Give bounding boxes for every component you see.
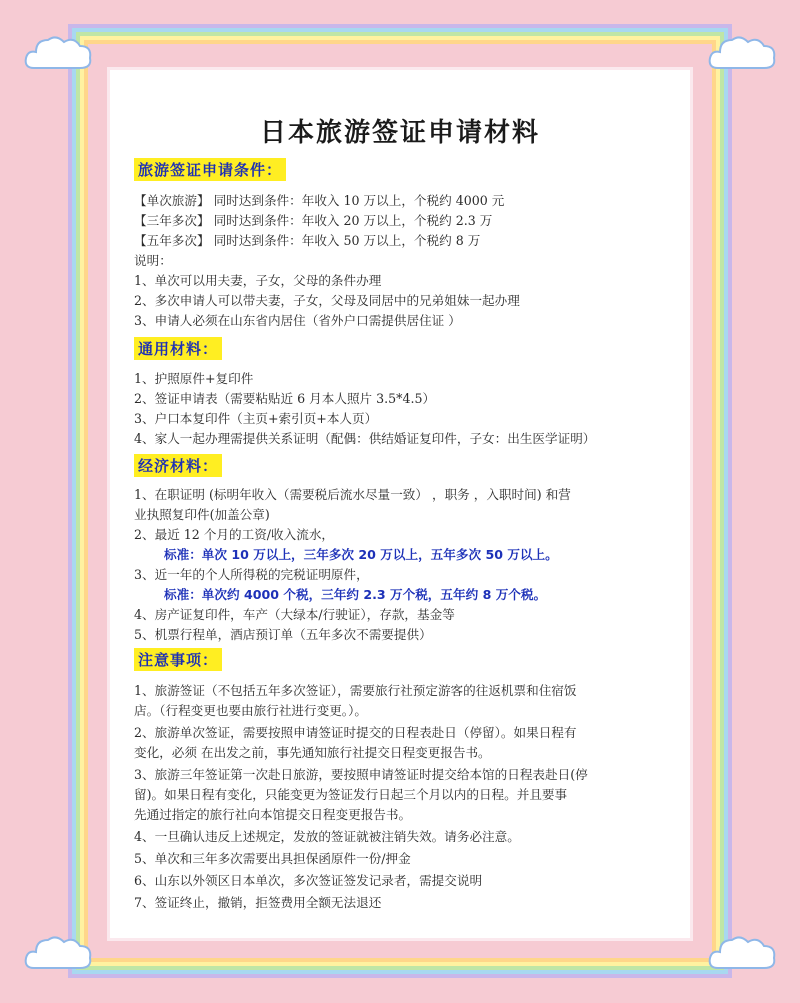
- notice-line: 3、旅游三年签证第一次赴日旅游，要按照申请签证时提交给本馆的日程表赴日(停: [134, 767, 588, 782]
- notice-line: 先通过指定的旅行社向本馆提交日程变更报告书。: [134, 807, 412, 822]
- notice-line: 店。（行程变更也要由旅行社进行变更。）。: [134, 703, 367, 718]
- financial-line: 3、近一年的个人所得税的完税证明原件，: [134, 567, 369, 582]
- notice-line: 留)。如果日程有变化，只能变更为签证发行日起三个月以内的日程。并且要事: [134, 787, 568, 802]
- financial-line: 5、机票行程单，酒店预订单（五年多次不需要提供）: [134, 627, 432, 642]
- material-line: 1、护照原件+复印件: [134, 371, 254, 386]
- tax-standard: 标准：单次约 4000 个税，三年约 2.3 万个税，五年约 8 万个税。: [164, 587, 547, 602]
- financial-line: 4、房产证复印件，车产（大绿本/行驶证），存款，基金等: [134, 607, 455, 622]
- cloud-icon: [22, 32, 94, 74]
- financial-line: 业执照复印件(加盖公章): [134, 507, 270, 522]
- section-header-general: 通用材料：: [134, 337, 222, 360]
- material-line: 2、签证申请表（需要粘贴近 6 月本人照片 3.5*4.5）: [134, 391, 436, 406]
- cloud-icon: [706, 32, 778, 74]
- condition-line: 【三年多次】 同时达到条件：年收入 20 万以上，个税约 2.3 万: [134, 213, 493, 228]
- page-title: 日本旅游签证申请材料: [259, 118, 540, 148]
- condition-line: 【五年多次】 同时达到条件：年收入 50 万以上，个税约 8 万: [134, 233, 481, 248]
- section-header-financial: 经济材料：: [134, 454, 222, 477]
- income-standard: 标准：单次 10 万以上，三年多次 20 万以上，五年多次 50 万以上。: [164, 547, 558, 562]
- condition-line: 【单次旅游】 同时达到条件：年收入 10 万以上，个税约 4000 元: [134, 193, 505, 208]
- notice-line: 6、山东以外领区日本单次，多次签证签发记录者，需提交说明: [134, 873, 483, 888]
- notice-line: 4、一旦确认违反上述规定，发放的签证就被注销失效。请务必注意。: [134, 829, 520, 844]
- material-line: 4、家人一起办理需提供关系证明（配偶：供结婚证复印件，子女：出生医学证明）: [134, 431, 596, 446]
- cloud-icon: [706, 932, 778, 974]
- notice-line: 2、旅游单次签证，需要按照申请签证时提交的日程表赴日（停留）。如果日程有: [134, 725, 577, 740]
- financial-line: 1、在职证明 (标明年收入（需要税后流水尽量一致） ，职务 ，入职时间) 和营: [134, 487, 571, 502]
- notice-line: 7、签证终止，撤销，拒签费用全额无法退还: [134, 895, 382, 910]
- section-header-notes: 注意事项：: [134, 648, 222, 671]
- note-line: 1、单次可以用夫妻，子女，父母的条件办理: [134, 273, 382, 288]
- note-line: 2、多次申请人可以带夫妻，子女，父母及同居中的兄弟姐妹一起办理: [134, 293, 520, 308]
- material-line: 3、户口本复印件（主页+索引页+本人页）: [134, 411, 378, 426]
- financial-line: 2、最近 12 个月的工资/收入流水，: [134, 527, 335, 542]
- notice-line: 变化，必须 在出发之前，事先通知旅行社提交日程变更报告书。: [134, 745, 491, 760]
- cloud-icon: [22, 932, 94, 974]
- section-header-conditions: 旅游签证申请条件：: [134, 158, 286, 181]
- notice-line: 5、单次和三年多次需要出具担保函原件一份/押金: [134, 851, 411, 866]
- note-label: 说明：: [134, 253, 172, 268]
- notice-line: 1、旅游签证（不包括五年多次签证），需要旅行社预定游客的往返机票和住宿饭: [134, 683, 577, 698]
- note-line: 3、申请人必须在山东省内居住（省外户口需提供居住证 ）: [134, 313, 461, 328]
